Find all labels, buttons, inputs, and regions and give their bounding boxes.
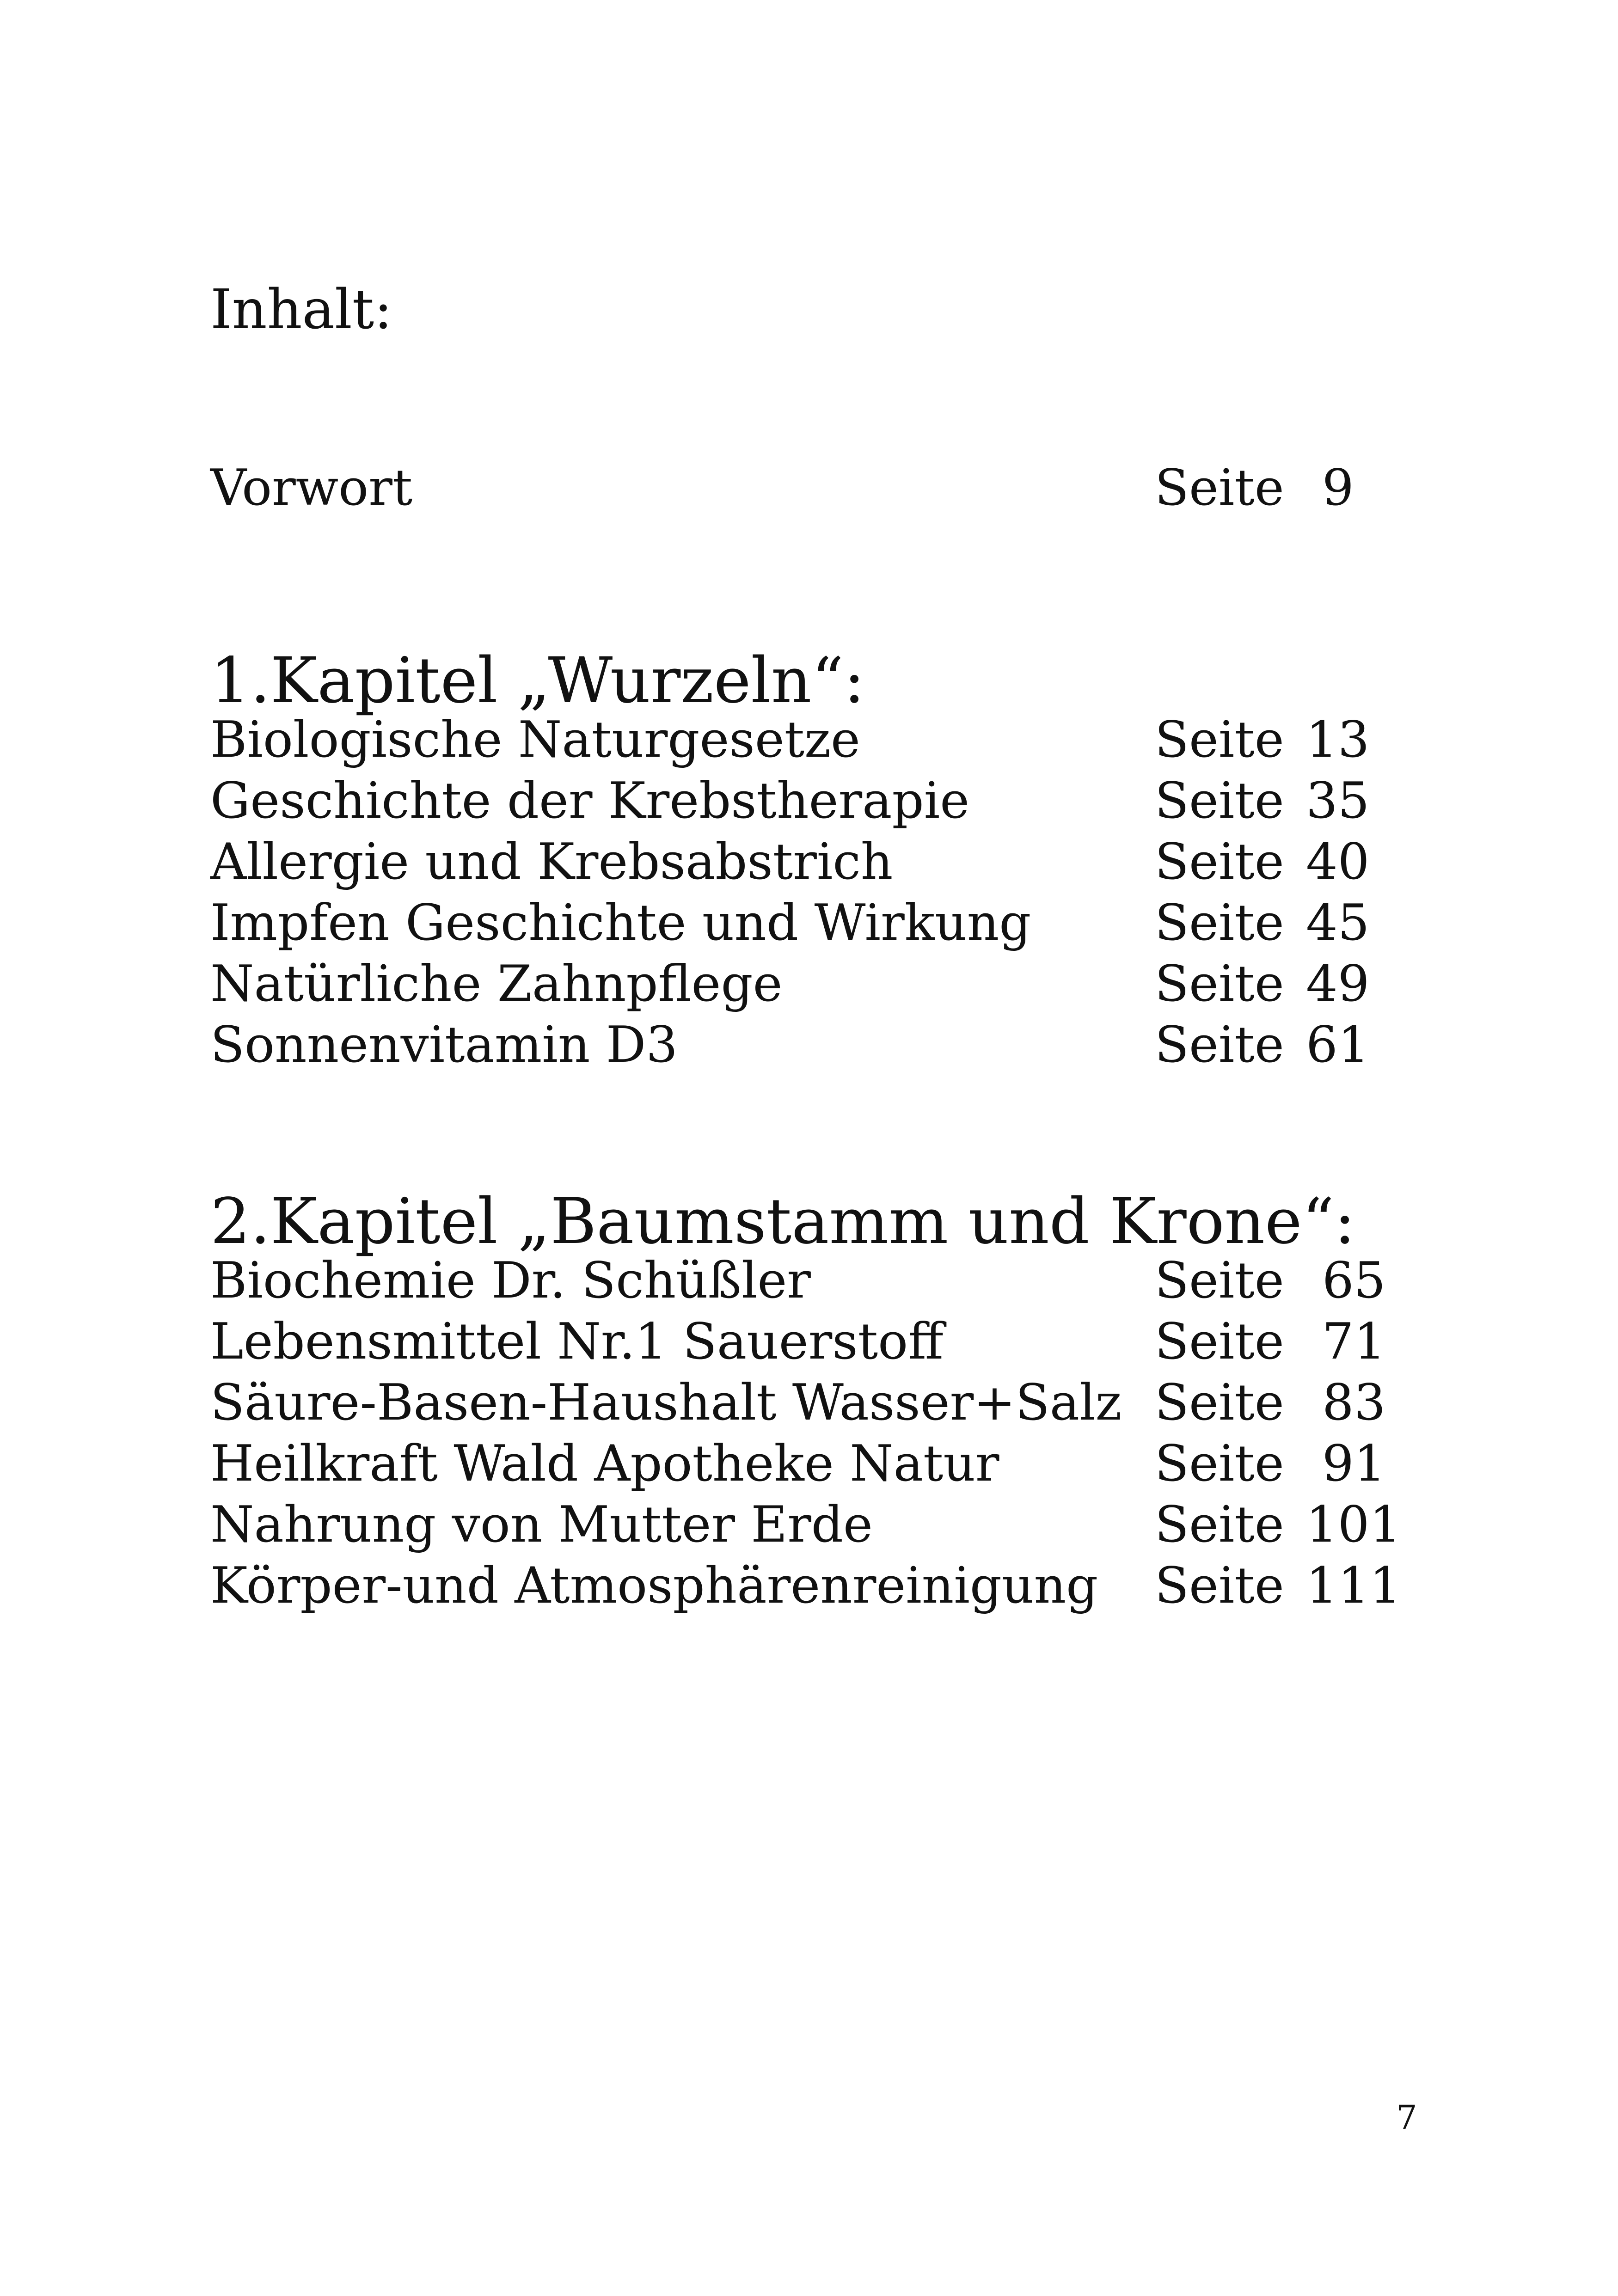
toc-entry-page-number: 83 <box>1322 1374 1386 1432</box>
toc-entry-page-number: 9 <box>1322 459 1354 517</box>
toc-entry-seite-label: Seite <box>1155 1435 1284 1493</box>
toc-entry-title: Sonnenvitamin D3 <box>210 1016 678 1074</box>
toc-entry-page-number: 49 <box>1306 955 1370 1013</box>
toc-entry <box>210 1433 1412 1494</box>
toc-entry <box>210 954 1412 1015</box>
toc-entry-title: Impfen Geschichte und Wirkung <box>210 894 1031 952</box>
toc-entry-title: Geschichte der Krebstherapie <box>210 772 970 830</box>
toc-entry-page-number: 101 <box>1306 1496 1402 1554</box>
toc-entry-page-number: 71 <box>1322 1313 1386 1371</box>
toc-entry <box>210 893 1412 954</box>
toc-entry-title: Lebensmittel Nr.1 Sauerstoff <box>210 1313 944 1371</box>
toc-entry-title: Allergie und Krebsabstrich <box>210 833 893 891</box>
toc-entry-preface <box>210 458 1412 519</box>
toc-entry-title: Säure-Basen-Haushalt Wasser+Salz <box>210 1374 1122 1432</box>
toc-entry-seite-label: Seite <box>1155 894 1284 952</box>
toc-heading: Inhalt: <box>210 277 392 341</box>
toc-entry-title: Vorwort <box>210 459 413 517</box>
toc-entry-title: Biologische Naturgesetze <box>210 711 860 769</box>
toc-entry-seite-label: Seite <box>1155 1016 1284 1074</box>
toc-entry-title: Biochemie Dr. Schüßler <box>210 1252 811 1310</box>
toc-entry <box>210 1494 1412 1555</box>
toc-entry-page-number: 45 <box>1306 894 1370 952</box>
toc-entry-page-number: 40 <box>1306 833 1370 891</box>
toc-entry-seite-label: Seite <box>1155 955 1284 1013</box>
toc-entry-page-number: 61 <box>1306 1016 1370 1074</box>
toc-entry-seite-label: Seite <box>1155 459 1284 517</box>
toc-entry-title: Heilkraft Wald Apotheke Natur <box>210 1435 999 1493</box>
toc-entry <box>210 771 1412 832</box>
toc-entry-title: Nahrung von Mutter Erde <box>210 1496 873 1554</box>
toc-entry-page-number: 111 <box>1306 1557 1402 1615</box>
toc-entry-seite-label: Seite <box>1155 1557 1284 1615</box>
toc-entry <box>210 1372 1412 1433</box>
toc-entry <box>210 710 1412 771</box>
toc-entry-seite-label: Seite <box>1155 1496 1284 1554</box>
toc-entry-page-number: 65 <box>1322 1252 1386 1310</box>
chapter-1-heading: 1.Kapitel „Wurzeln“: <box>210 644 865 717</box>
page-number: 7 <box>1396 2098 1417 2137</box>
toc-entry <box>210 832 1412 893</box>
toc-entry-seite-label: Seite <box>1155 1252 1284 1310</box>
toc-entry-seite-label: Seite <box>1155 1374 1284 1432</box>
chapter-2-heading: 2.Kapitel „Baumstamm und Krone“: <box>210 1185 1355 1258</box>
toc-entry <box>210 1555 1412 1616</box>
toc-entry-seite-label: Seite <box>1155 833 1284 891</box>
toc-entry <box>210 1250 1412 1311</box>
toc-entry-title: Natürliche Zahnpflege <box>210 955 783 1013</box>
toc-entry-page-number: 13 <box>1306 711 1370 769</box>
toc-entry-seite-label: Seite <box>1155 1313 1284 1371</box>
toc-entry-seite-label: Seite <box>1155 711 1284 769</box>
toc-entry <box>210 1015 1412 1076</box>
toc-entry-page-number: 35 <box>1306 772 1370 830</box>
toc-entry <box>210 1311 1412 1372</box>
toc-entry-seite-label: Seite <box>1155 772 1284 830</box>
toc-entry-title: Körper-und Atmosphärenreinigung <box>210 1557 1098 1615</box>
toc-entry-page-number: 91 <box>1322 1435 1386 1493</box>
